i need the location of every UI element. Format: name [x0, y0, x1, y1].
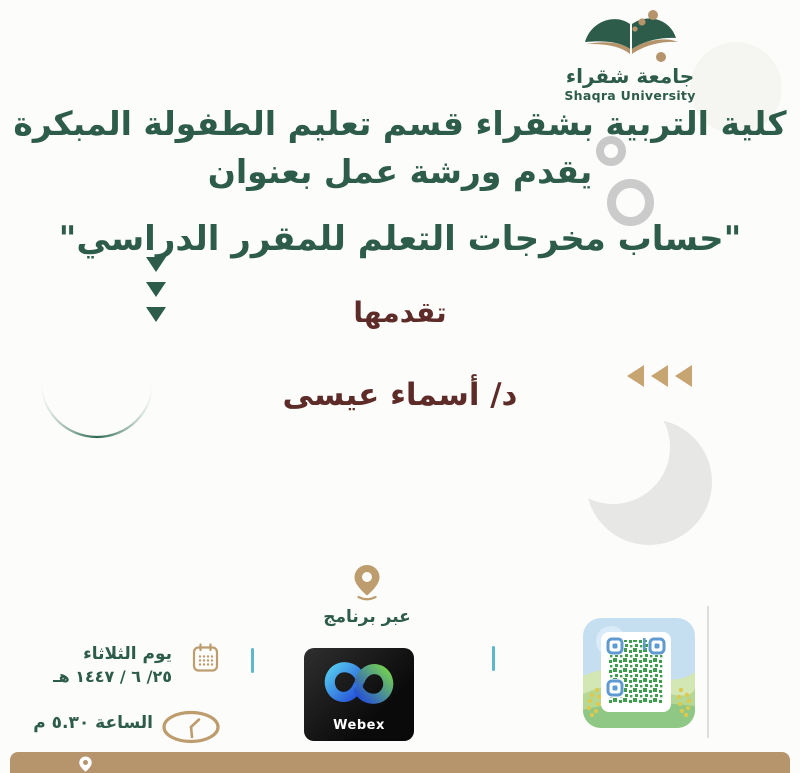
event-day: يوم الثلاثاء: [83, 644, 172, 664]
platform-block: [302, 564, 432, 627]
triangle-down-icon: [146, 307, 166, 322]
intro-line1: كلية التربية بشقراء قسم تعليم الطفولة المبكرة: [13, 104, 787, 143]
university-name-english: Shaqra University: [564, 88, 696, 103]
presenter-name: د/ أسماء عيسى: [282, 377, 518, 413]
triangle-left-icon: [627, 365, 644, 387]
university-logo: [553, 9, 707, 103]
decor-crescent-moon: [584, 415, 712, 547]
divider-teal-right: [492, 646, 495, 671]
triangle-down-icon: [146, 257, 166, 272]
triangle-left-icon: [651, 365, 668, 387]
footer-bar: [10, 752, 790, 773]
divider-gray-qr: [707, 606, 709, 738]
down-arrows-decor: [146, 257, 166, 332]
triangle-left-icon: [675, 365, 692, 387]
triangle-down-icon: [146, 282, 166, 297]
open-book-icon: [573, 9, 688, 63]
calendar-icon: [192, 643, 219, 673]
date-block: [30, 643, 172, 688]
webex-app-tile: [304, 648, 414, 741]
university-name-arabic: جامعة شقراء: [565, 64, 695, 88]
qr-code: [583, 618, 695, 728]
webex-label: Webex: [333, 718, 385, 733]
via-program-label: عبر برنامج: [323, 607, 411, 627]
event-date: ٢٥/ ٦ / ١٤٤٧ هـ: [53, 666, 172, 686]
left-arrows-decor: [627, 365, 692, 387]
presented-by-label: تقدمها: [353, 296, 447, 329]
location-pin-icon-footer: [78, 756, 93, 773]
intro-line2: يقدم ورشة عمل بعنوان: [207, 151, 593, 191]
clock-icon: [161, 710, 221, 744]
event-time: الساعة ٥.٣٠ م: [33, 713, 153, 733]
webex-logo: [321, 660, 397, 706]
intro-text: [0, 100, 800, 196]
workshop-title: "حساب مخرجات التعلم للمقرر الدراسي": [58, 219, 742, 259]
divider-teal-left: [251, 648, 254, 673]
location-pin-icon: [352, 564, 382, 602]
